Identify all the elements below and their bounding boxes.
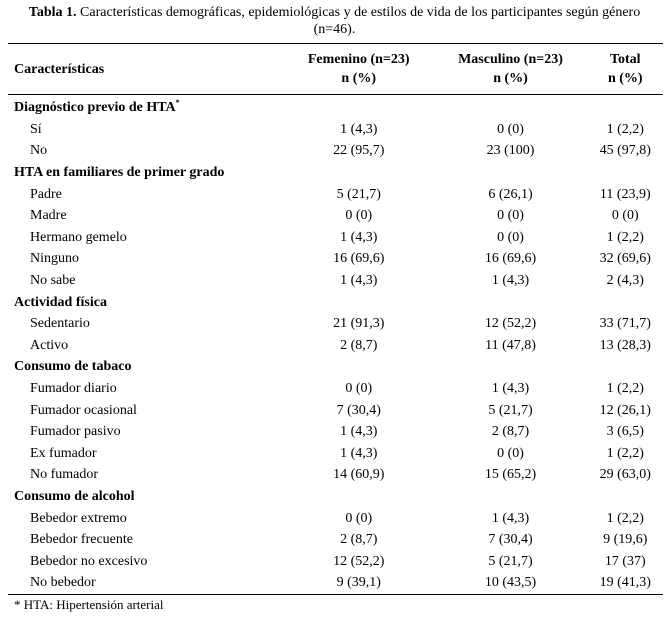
cell-female: 0 (0) bbox=[345, 208, 373, 224]
section-title: HTA en familiares de primer grado bbox=[14, 165, 225, 181]
cell-female: 2 (8,7) bbox=[340, 532, 378, 548]
cell-total: 13 (28,3) bbox=[599, 337, 651, 353]
table-row bbox=[8, 421, 663, 443]
table-row bbox=[8, 248, 663, 270]
row-label: Ninguno bbox=[30, 251, 79, 267]
cell-male: 10 (43,5) bbox=[433, 572, 587, 594]
table-row bbox=[8, 507, 663, 529]
table-row bbox=[8, 443, 663, 465]
table-row bbox=[8, 227, 663, 249]
row-label: Ex fumador bbox=[30, 445, 97, 461]
table-row bbox=[8, 464, 663, 486]
row-label: Fumador diario bbox=[30, 381, 117, 397]
cell-male: 2 (8,7) bbox=[491, 424, 530, 440]
cell-total: 1 (2,2) bbox=[606, 229, 644, 245]
cell-male: 5 (21,7) bbox=[488, 402, 533, 418]
table-row bbox=[8, 399, 663, 421]
cell-male: 1 (4,3) bbox=[491, 510, 530, 526]
cell-female: 16 (69,6) bbox=[333, 251, 385, 267]
row-label: Sí bbox=[30, 121, 42, 137]
table-row bbox=[8, 313, 663, 335]
cell-total: 32 (69,6) bbox=[599, 251, 651, 267]
row-label: Fumador ocasional bbox=[30, 402, 137, 418]
row-label: Sedentario bbox=[30, 316, 90, 332]
characteristics-table bbox=[8, 43, 663, 595]
section-header-row bbox=[8, 486, 663, 508]
table-row bbox=[8, 119, 663, 141]
table-row bbox=[8, 378, 663, 400]
section-title: Consumo de tabaco bbox=[14, 359, 132, 375]
table-row bbox=[8, 529, 663, 551]
cell-female: 1 (4,3) bbox=[340, 273, 378, 289]
table-row bbox=[8, 550, 663, 572]
cell-male: 1 (4,3) bbox=[491, 273, 530, 289]
cell-female: 1 (4,3) bbox=[340, 445, 378, 461]
cell-total: 33 (71,7) bbox=[599, 316, 651, 332]
row-label: Fumador pasivo bbox=[30, 424, 121, 440]
cell-total: 17 (37) bbox=[604, 553, 646, 569]
header-characteristics: Características bbox=[8, 44, 284, 95]
cell-female: 1 (4,3) bbox=[340, 424, 378, 440]
cell-male: 5 (21,7) bbox=[488, 553, 533, 569]
header-female: Femenino (n=23) n (%) bbox=[284, 44, 433, 95]
table-body bbox=[8, 95, 663, 595]
cell-male: 16 (69,6) bbox=[484, 251, 537, 267]
cell-male: 7 (30,4) bbox=[488, 532, 533, 548]
row-label: Bebedor extremo bbox=[30, 510, 127, 526]
row-label: Bebedor no excesivo bbox=[30, 553, 148, 569]
row-label: Hermano gemelo bbox=[30, 229, 127, 245]
section-title: Consumo de alcohol bbox=[14, 488, 135, 504]
cell-male: 0 (0) bbox=[497, 229, 524, 245]
cell-female: 22 (95,7) bbox=[333, 143, 385, 159]
footnote: * HTA: Hipertensión arterial bbox=[14, 596, 164, 612]
table-row bbox=[8, 335, 663, 357]
table-row bbox=[8, 572, 663, 594]
cell-total: 45 (97,8) bbox=[599, 143, 651, 159]
cell-total: 19 (41,3) bbox=[588, 572, 663, 594]
cell-male: 11 (47,8) bbox=[485, 337, 536, 353]
cell-female: 21 (91,3) bbox=[333, 316, 385, 332]
cell-total: 11 (23,9) bbox=[599, 186, 651, 202]
cell-female: 9 (39,1) bbox=[284, 572, 433, 594]
section-title: Diagnóstico previo de HTA* bbox=[14, 98, 180, 116]
table-row bbox=[8, 183, 663, 205]
row-label: No sabe bbox=[30, 273, 76, 289]
table-caption bbox=[8, 0, 661, 38]
row-label: No bbox=[30, 143, 48, 159]
row-label: No bebedor bbox=[8, 572, 284, 594]
cell-total: 9 (19,6) bbox=[603, 532, 648, 548]
section-header-row bbox=[8, 95, 663, 119]
cell-total: 1 (2,2) bbox=[606, 445, 644, 461]
cell-female: 5 (21,7) bbox=[336, 186, 381, 202]
table-header-row bbox=[8, 44, 663, 95]
row-label: Padre bbox=[30, 186, 62, 202]
footnote-marker: * bbox=[175, 98, 180, 108]
cell-male: 15 (65,2) bbox=[484, 467, 537, 483]
cell-male: 1 (4,3) bbox=[491, 381, 530, 397]
table-row bbox=[8, 140, 663, 162]
cell-female: 12 (52,2) bbox=[333, 553, 385, 569]
section-title: Actividad física bbox=[14, 294, 107, 310]
section-header-row bbox=[8, 162, 663, 184]
row-label: Madre bbox=[30, 208, 67, 224]
table-row bbox=[8, 205, 663, 227]
row-label: Bebedor frecuente bbox=[30, 532, 133, 548]
cell-male: 6 (26,1) bbox=[488, 186, 533, 202]
section-header-row bbox=[8, 291, 663, 313]
row-label: No fumador bbox=[30, 467, 99, 483]
cell-total: 12 (26,1) bbox=[599, 402, 651, 418]
cell-male: 0 (0) bbox=[497, 121, 524, 137]
cell-female: 0 (0) bbox=[345, 510, 373, 526]
cell-female: 1 (4,3) bbox=[340, 229, 378, 245]
cell-female: 0 (0) bbox=[345, 381, 373, 397]
cell-total: 3 (6,5) bbox=[606, 424, 644, 440]
cell-male: 0 (0) bbox=[497, 445, 524, 461]
cell-female: 1 (4,3) bbox=[340, 121, 378, 137]
row-label: Activo bbox=[30, 337, 69, 353]
table-caption-number: Tabla 1. bbox=[28, 5, 77, 20]
section-header-row bbox=[8, 356, 663, 378]
cell-total: 2 (4,3) bbox=[606, 273, 644, 289]
table-caption-text: Características demográficas, epidemiológicas y de estilos de vida de los participantes según género (n=46). bbox=[76, 5, 641, 37]
header-male: Masculino (n=23) n (%) bbox=[433, 44, 587, 95]
cell-total: 29 (63,0) bbox=[599, 467, 651, 483]
cell-male: 23 (100) bbox=[486, 143, 535, 159]
cell-female: 2 (8,7) bbox=[340, 337, 378, 353]
cell-total: 1 (2,2) bbox=[606, 381, 644, 397]
cell-female: 7 (30,4) bbox=[336, 402, 381, 418]
cell-male: 12 (52,2) bbox=[484, 316, 537, 332]
table-row bbox=[8, 270, 663, 292]
cell-female: 14 (60,9) bbox=[333, 467, 385, 483]
cell-male: 0 (0) bbox=[497, 208, 524, 224]
header-total: Total n (%) bbox=[588, 44, 663, 95]
cell-total: 1 (2,2) bbox=[606, 121, 644, 137]
cell-total: 0 (0) bbox=[611, 208, 639, 224]
cell-total: 1 (2,2) bbox=[606, 510, 644, 526]
